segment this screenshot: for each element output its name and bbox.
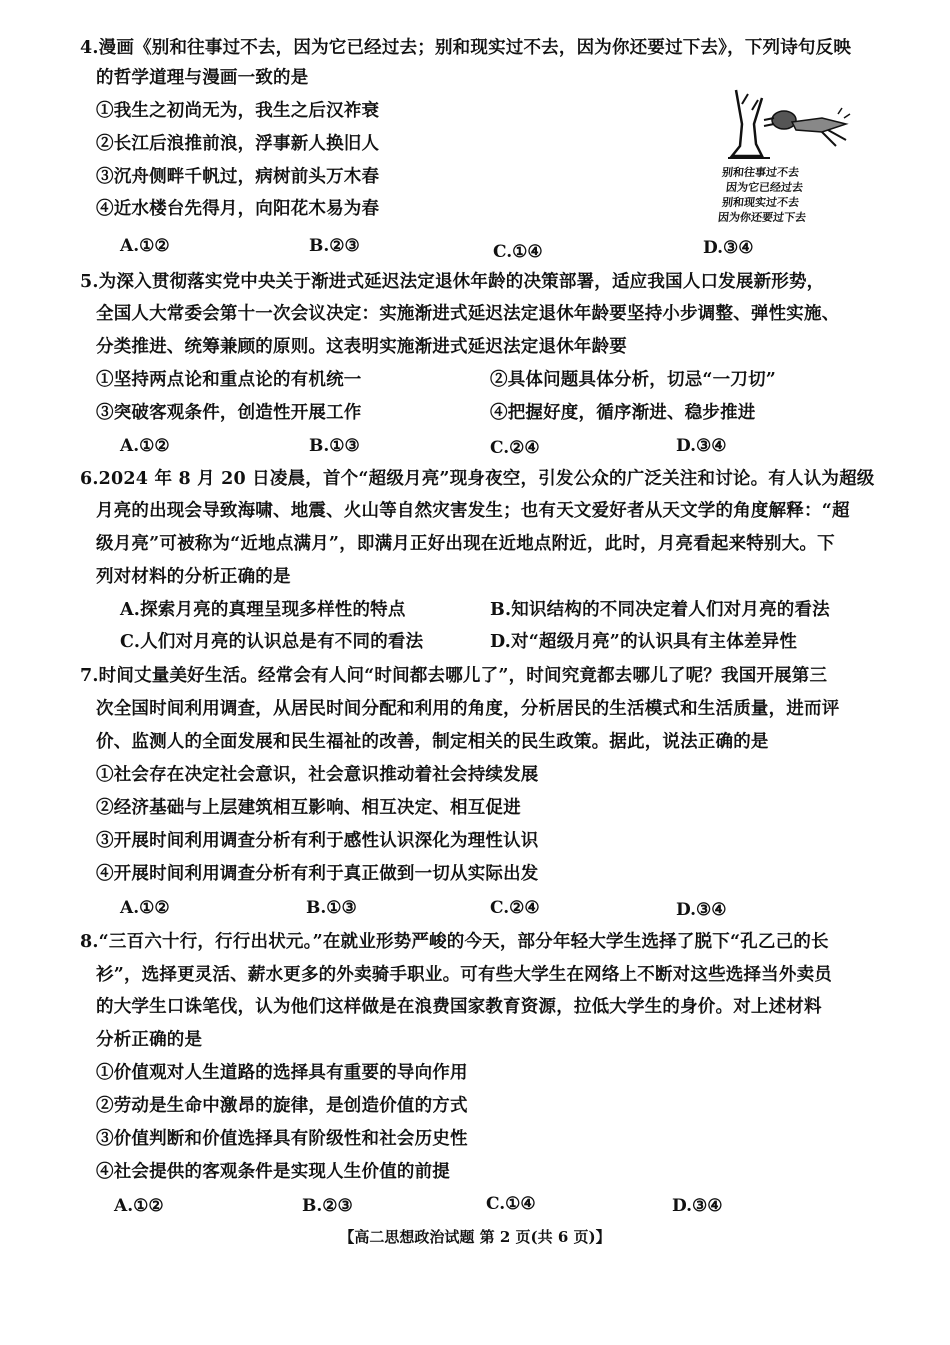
q5-item-1: ①坚持两点论和重点论的有机统一	[96, 370, 362, 390]
q8-option-c: C.①④	[486, 1194, 536, 1214]
q6-option-d: D.对“超级月亮”的认识具有主体差异性	[490, 632, 798, 652]
page-footer: 【高二思想政治试题 第 2 页(共 6 页)】	[339, 1228, 611, 1246]
q6-stem-line-1: 6.2024 年 8 月 20 日凌晨，首个“超级月亮”现身夜空，引发公众的广泛关注和讨论。有人认为超级	[80, 469, 875, 489]
cartoon-caption-4: 因为你还要过下去	[717, 211, 807, 224]
q7-item-4: ④开展时间利用调查分析有利于真正做到一切从实际出发	[96, 864, 539, 884]
q8-stem-line-3: 的大学生口诛笔伐，认为他们这样做是在浪费国家教育资源，拉低大学生的身价。对上述材料	[96, 997, 822, 1017]
q7-option-b: B.①③	[306, 898, 357, 918]
q5-item-4: ④把握好度，循序渐进、稳步推进	[490, 403, 756, 423]
cartoon-caption-1: 别和往事过不去	[721, 166, 800, 179]
q4-option-d: D.③④	[703, 238, 754, 258]
q5-stem-line-1: 5.为深入贯彻落实党中央关于渐进式延迟法定退休年龄的决策部署，适应我国人口发展新形势，	[80, 272, 825, 292]
q7-stem-line-1: 7.时间丈量美好生活。经常会有人问“时间都去哪儿了”，时间究竟都去哪儿了呢？我国开展第三	[80, 666, 828, 686]
q7-item-2: ②经济基础与上层建筑相互影响、相互决定、相互促进	[96, 798, 521, 818]
q5-stem-line-2: 全国人大常委会第十一次会议决定：实施渐进式延迟法定退休年龄要坚持小步调整、弹性实施、	[96, 304, 840, 324]
q4-item-2: ②长江后浪推前浪，浮事新人换旧人	[96, 134, 380, 154]
q8-stem-line-2: 衫”，选择更灵活、薪水更多的外卖骑手职业。可有些大学生在网络上不断对这些选择当外卖员	[96, 965, 832, 985]
q6-stem-line-3: 级月亮”可被称为“近地点满月”，即满月正好出现在近地点附近，此时，月亮看起来特别大。下	[96, 534, 835, 554]
q4-option-a: A.①②	[120, 236, 170, 256]
q6-option-b: B.知识结构的不同决定着人们对月亮的看法	[490, 600, 830, 620]
cartoon-drawing	[718, 84, 858, 166]
cartoon-caption-2: 因为它已经过去	[725, 181, 804, 194]
q8-item-4: ④社会提供的客观条件是实现人生价值的前提	[96, 1162, 450, 1182]
q4-stem-line-1: 4.漫画《别和往事过不去，因为它已经过去；别和现实过不去，因为你还要过下去》，下列诗句反映	[80, 38, 852, 58]
q5-option-b: B.①③	[309, 436, 360, 456]
q4-item-4: ④近水楼台先得月，向阳花木易为春	[96, 199, 380, 219]
q6-stem-line-2: 月亮的出现会导致海啸、地震、火山等自然灾害发生；也有天文爱好者从天文学的角度解释：“超	[96, 501, 850, 521]
q4-option-b: B.②③	[309, 236, 360, 256]
q4-stem-line-2: 的哲学道理与漫画一致的是	[96, 68, 309, 88]
q8-stem-line-1: 8.“三百六十行，行行出状元。”在就业形势严峻的今天，部分年轻大学生选择了脱下“孔乙己的长	[80, 932, 829, 952]
q5-stem-line-3: 分类推进、统筹兼顾的原则。这表明实施渐进式延迟法定退休年龄要	[96, 337, 627, 357]
q7-option-d: D.③④	[676, 900, 727, 920]
q8-option-a: A.①②	[114, 1196, 164, 1216]
q7-option-a: A.①②	[120, 898, 170, 918]
q8-option-d: D.③④	[672, 1196, 723, 1216]
q4-option-c: C.①④	[493, 242, 543, 262]
q5-option-a: A.①②	[120, 436, 170, 456]
q5-option-d: D.③④	[676, 436, 727, 456]
q5-option-c: C.②④	[490, 438, 540, 458]
q7-stem-line-3: 价、监测人的全面发展和民生福祉的改善，制定相关的民生政策。据此，说法正确的是	[96, 732, 769, 752]
q4-item-1: ①我生之初尚无为，我生之后汉祚衰	[96, 101, 380, 121]
q8-item-3: ③价值判断和价值选择具有阶级性和社会历史性	[96, 1129, 468, 1149]
cartoon-illustration	[718, 84, 858, 232]
q6-stem-line-4: 列对材料的分析正确的是	[96, 567, 291, 587]
q8-option-b: B.②③	[302, 1196, 353, 1216]
q7-item-3: ③开展时间利用调查分析有利于感性认识深化为理性认识	[96, 831, 539, 851]
q7-option-c: C.②④	[490, 898, 540, 918]
q4-item-3: ③沉舟侧畔千帆过，病树前头万木春	[96, 167, 380, 187]
q7-stem-line-2: 次全国时间利用调查，从居民时间分配和利用的角度，分析居民的生活模式和生活质量，进而评	[96, 699, 840, 719]
q7-item-1: ①社会存在决定社会意识，社会意识推动着社会持续发展	[96, 765, 539, 785]
cartoon-caption-3: 别和现实过不去	[721, 196, 800, 209]
q8-item-2: ②劳动是生命中激昂的旋律，是创造价值的方式	[96, 1096, 468, 1116]
q5-item-2: ②具体问题具体分析，切忌“一刀切”	[490, 370, 777, 390]
q8-item-1: ①价值观对人生道路的选择具有重要的导向作用	[96, 1063, 468, 1083]
q5-item-3: ③突破客观条件，创造性开展工作	[96, 403, 362, 423]
q6-option-c: C.人们对月亮的认识总是有不同的看法	[120, 632, 424, 652]
q6-option-a: A.探索月亮的真理呈现多样性的特点	[120, 600, 406, 620]
q8-stem-line-4: 分析正确的是	[96, 1030, 203, 1050]
